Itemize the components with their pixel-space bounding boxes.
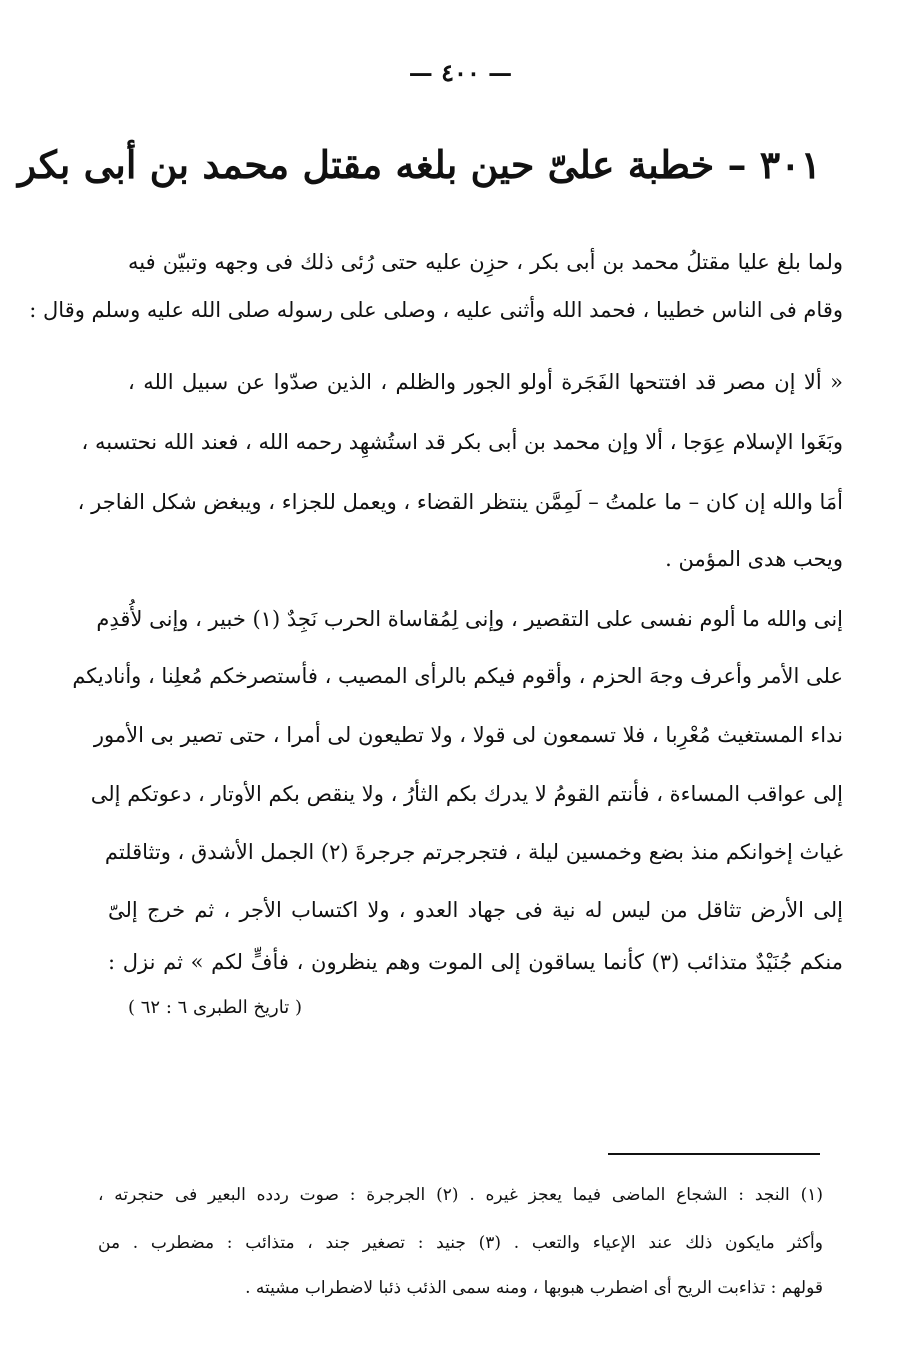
sermon-title: ٣٠١ – خطبة علىّ حين بلغه مقتل محمد بن أبى بكر <box>17 142 821 187</box>
text-line: « ألا إن مصر قد افتتحها الفَجَرة أولو الجور والظلم ، الذين صدّوا عن سبيل الله ، <box>128 370 843 394</box>
text-line: أمَا والله إن كان – ما علمتُ – لَمِمَّن ينتظر القضاء ، ويعمل للجزاء ، ويبغض شكل الفاجر ، <box>77 490 843 514</box>
text-line: إلى الأرض تثاقل من ليس له نية فى جهاد العدو ، ولا اكتساب الأجر ، ثم خرج إلىّ <box>108 898 843 922</box>
text-line: نداء المستغيث مُعْرِبا ، فلا تسمعون لى قولا ، ولا تطيعون لى أمرا ، حتى تصير بى الأمور <box>93 723 843 747</box>
text-line: إنى والله ما ألوم نفسى على التقصير ، وإنى لِمُقاساة الحرب نَجِدٌ (١) خبير ، وإنى لأُقدِم <box>96 607 843 631</box>
source-citation: ( تاريخ الطبرى ٦ : ٦٢ ) <box>128 997 302 1018</box>
text-line: إلى عواقب المساءة ، فأنتم القومُ لا يدرك بكم الثأرُ ، ولا ينقص بكم الأوتار ، دعوتكم إلى <box>90 782 843 806</box>
text-line: غياث إخوانكم منذ بضع وخمسين ليلة ، فتجرجرتم جرجرةَ (٢) الجمل الأشدق ، وتثاقلتم <box>104 840 843 864</box>
text-line: ويحب هدى المؤمن . <box>665 547 843 571</box>
footnote-line: (١) النجد : الشجاع الماضى فيما يعجز غيره . (٢) الجرجرة : صوت ردده البعير فى حنجرته ، <box>98 1185 824 1205</box>
footnote-divider <box>608 1153 820 1155</box>
footnote-line: قولهم : تذاءبت الريح أى اضطرب هبوبها ، ومنه سمى الذئب ذئبا لاضطراب مشيته . <box>245 1278 823 1298</box>
text-line: على الأمر وأعرف وجهَ الحزم ، وأقوم فيكم بالرأى المصيب ، فأستصرخكم مُعلِنا ، وأناديكم <box>72 664 843 688</box>
text-line: منكم جُنَيْدٌ متذائب (٣) كأنما يساقون إلى الموت وهم ينظرون ، فأفٍّ لكم » ثم نزل : <box>108 950 843 974</box>
text-line: وقام فى الناس خطيبا ، فحمد الله وأثنى عليه ، وصلى على رسوله صلى الله عليه وسلم وقال : <box>29 298 843 322</box>
page-number: — ٤٠٠ — <box>408 58 513 87</box>
text-line: ولما بلغ عليا مقتلُ محمد بن أبى بكر ، حزِن عليه حتى رُئى ذلك فى وجهه وتبيّن فيه <box>128 250 843 274</box>
footnote-line: وأكثر مايكون ذلك عند الإعياء والتعب . (٣) جنيد : تصغير جند ، متذائب : مضطرب . من <box>98 1233 823 1253</box>
text-line: وبَغَوا الإسلام عِوَجا ، ألا وإن محمد بن أبى بكر قد استُشهِد رحمه الله ، فعند الله نحتسبه ، <box>81 430 843 454</box>
